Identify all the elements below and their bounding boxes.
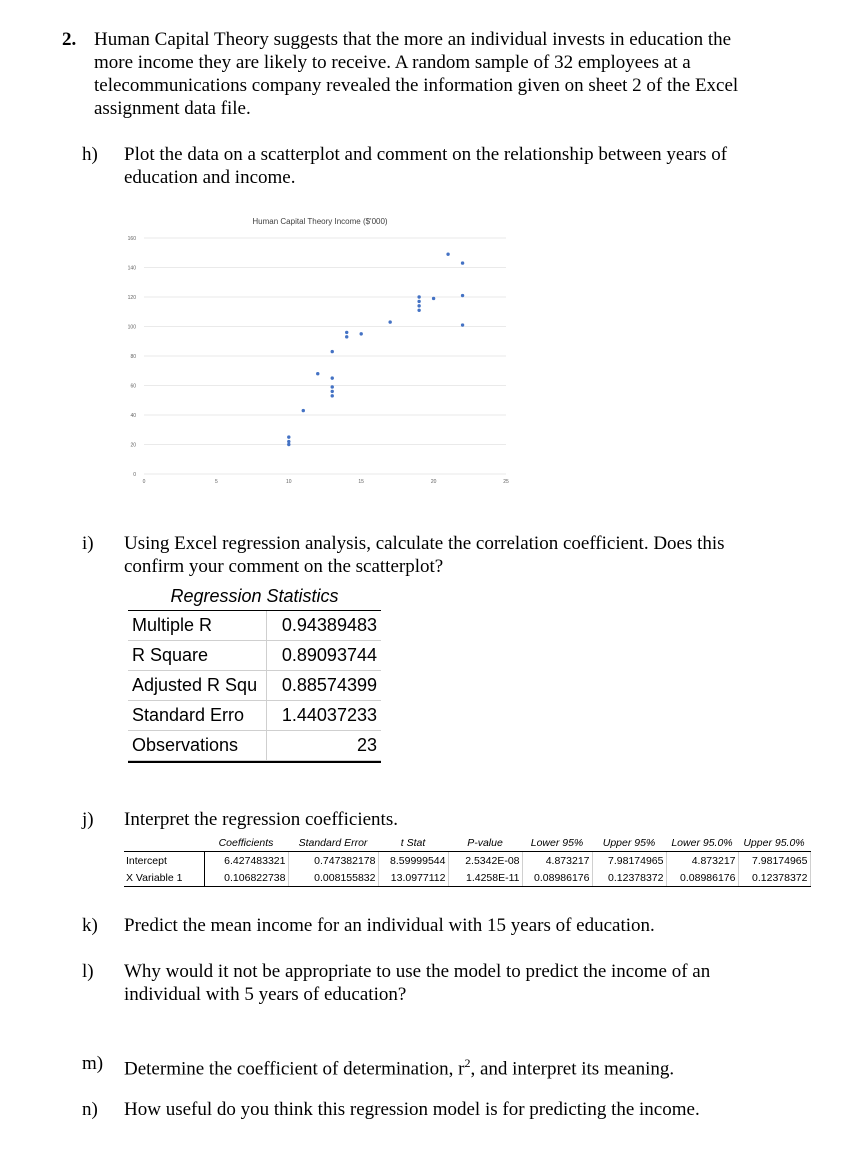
column-header: Upper 95% bbox=[592, 834, 666, 852]
scatter-point bbox=[331, 350, 334, 353]
y-tick-label: 40 bbox=[130, 413, 136, 419]
table-header-row bbox=[124, 834, 810, 852]
table-cell: 4.873217 bbox=[522, 852, 592, 870]
part-m-superscript: 2 bbox=[464, 1056, 471, 1070]
stat-label: Observations bbox=[128, 731, 267, 761]
question-line-1: Human Capital Theory suggests that the more an individual invests in education the bbox=[94, 29, 732, 50]
scatter-point bbox=[417, 304, 420, 307]
part-m-text-before: Determine the coefficient of determination, r bbox=[124, 1058, 465, 1080]
stat-label: Standard Erro bbox=[128, 701, 267, 731]
scatter-point bbox=[316, 372, 319, 375]
scatter-point bbox=[345, 335, 348, 338]
table-cell: 6.427483321 bbox=[204, 852, 288, 870]
scatter-point bbox=[287, 435, 290, 438]
column-header: t Stat bbox=[378, 834, 448, 852]
stat-value: 23 bbox=[267, 731, 382, 761]
scatter-point bbox=[345, 331, 348, 334]
column-header: Lower 95% bbox=[522, 834, 592, 852]
table-cell: 7.98174965 bbox=[738, 852, 810, 870]
y-tick-label: 160 bbox=[127, 236, 136, 242]
column-header: Lower 95.0% bbox=[666, 834, 738, 852]
table-cell: 8.59999544 bbox=[378, 852, 448, 870]
table-row bbox=[128, 671, 381, 701]
question-line-3: telecommunications company revealed the information given on sheet 2 of the Excel bbox=[94, 75, 739, 96]
part-k-label: k) bbox=[82, 915, 98, 936]
chart-gridlines bbox=[144, 238, 506, 474]
scatter-point bbox=[287, 440, 290, 443]
table-cell: 0.106822738 bbox=[204, 869, 288, 887]
y-tick-label: 20 bbox=[130, 442, 136, 449]
x-tick-label: 0 bbox=[142, 479, 146, 485]
part-h-line-2: education and income. bbox=[124, 167, 296, 188]
table-row bbox=[128, 731, 381, 761]
part-m-line-1 bbox=[124, 1052, 674, 1080]
chart-title: Human Capital Theory Income ($'000) bbox=[252, 217, 388, 226]
part-j-line-1: Interpret the regression coefficients. bbox=[124, 809, 398, 830]
part-l bbox=[82, 960, 842, 1008]
stat-label: R Square bbox=[128, 641, 267, 671]
question-line-4: assignment data file. bbox=[94, 98, 251, 119]
x-tick-label: 15 bbox=[358, 479, 364, 485]
table-cell: 0.747382178 bbox=[288, 852, 378, 870]
row-label: Intercept bbox=[124, 852, 204, 870]
scatter-point bbox=[461, 323, 464, 326]
regression-statistics-table bbox=[128, 582, 381, 763]
chart-points bbox=[287, 253, 464, 447]
table-cell: 2.5342E-08 bbox=[448, 852, 522, 870]
x-tick-label: 25 bbox=[503, 479, 509, 485]
scatter-point bbox=[360, 332, 363, 335]
table-cell: 7.98174965 bbox=[592, 852, 666, 870]
stat-value: 0.94389483 bbox=[267, 611, 382, 641]
scatter-point bbox=[331, 385, 334, 388]
table-cell: 4.873217 bbox=[666, 852, 738, 870]
table-cell: 13.0977112 bbox=[378, 869, 448, 887]
scatter-point bbox=[461, 294, 464, 297]
part-l-label: l) bbox=[82, 961, 94, 982]
y-tick-label: 80 bbox=[130, 354, 136, 360]
column-header bbox=[124, 834, 204, 852]
part-i bbox=[82, 532, 842, 582]
part-h bbox=[82, 143, 842, 193]
part-i-line-2: confirm your comment on the scatterplot? bbox=[124, 556, 444, 577]
scatter-chart bbox=[110, 210, 530, 500]
regression-statistics-title: Regression Statistics bbox=[128, 582, 381, 611]
scatter-point bbox=[432, 297, 435, 300]
chart-x-ticks bbox=[143, 479, 509, 485]
scatter-point bbox=[331, 376, 334, 379]
chart-y-ticks bbox=[128, 236, 137, 478]
question-number: 2. bbox=[62, 29, 77, 50]
scatter-point bbox=[331, 390, 334, 393]
part-i-line-1: Using Excel regression analysis, calculate the correlation coefficient. Does this bbox=[124, 533, 725, 554]
question-line-2: more income they are likely to receive. A random sample of 32 employees at a bbox=[94, 52, 691, 73]
column-header: P-value bbox=[448, 834, 522, 852]
part-l-line-1: Why would it not be appropriate to use the model to predict the income of an bbox=[124, 961, 711, 982]
table-cell: 0.12378372 bbox=[738, 869, 810, 887]
part-n bbox=[82, 1098, 842, 1122]
scatter-point bbox=[388, 320, 391, 323]
table-cell: 1.4258E-11 bbox=[448, 869, 522, 887]
stat-label: Adjusted R Squ bbox=[128, 671, 267, 701]
table-row bbox=[128, 701, 381, 731]
stat-value: 0.89093744 bbox=[267, 641, 382, 671]
y-tick-label: 140 bbox=[127, 265, 136, 272]
table-cell: 0.12378372 bbox=[592, 869, 666, 887]
part-j-label: j) bbox=[82, 809, 94, 830]
scatter-point bbox=[461, 261, 464, 264]
table-cell: 0.008155832 bbox=[288, 869, 378, 887]
table-row bbox=[124, 852, 810, 870]
part-m-label: m) bbox=[82, 1053, 104, 1074]
scatter-point bbox=[331, 394, 334, 397]
column-header: Coefficients bbox=[204, 834, 288, 852]
coefficients-table bbox=[124, 834, 811, 887]
part-h-line-1: Plot the data on a scatterplot and comment on the relationship between years of bbox=[124, 144, 728, 165]
part-m-text-after: , and interpret its meaning. bbox=[470, 1058, 675, 1080]
table-bottom-rule bbox=[128, 761, 381, 763]
scatter-point bbox=[417, 295, 420, 298]
y-tick-label: 120 bbox=[127, 295, 136, 301]
row-label: X Variable 1 bbox=[124, 869, 204, 887]
table-row bbox=[128, 641, 381, 671]
table-cell: 0.08986176 bbox=[522, 869, 592, 887]
table-row bbox=[128, 611, 381, 641]
scatter-point bbox=[417, 300, 420, 303]
scatter-point bbox=[287, 443, 290, 446]
part-h-label: h) bbox=[82, 144, 98, 165]
column-header: Standard Error bbox=[288, 834, 378, 852]
part-n-label: n) bbox=[82, 1099, 98, 1120]
column-header: Upper 95.0% bbox=[738, 834, 810, 852]
part-i-label: i) bbox=[82, 533, 94, 554]
scatter-point bbox=[302, 409, 305, 412]
stat-value: 1.44037233 bbox=[267, 701, 382, 731]
part-l-line-2: individual with 5 years of education? bbox=[124, 984, 407, 1005]
x-tick-label: 5 bbox=[215, 479, 218, 485]
part-k bbox=[82, 914, 842, 938]
scatter-point bbox=[417, 309, 420, 312]
y-tick-label: 100 bbox=[127, 324, 136, 331]
table-row bbox=[124, 869, 810, 887]
x-tick-label: 20 bbox=[430, 479, 437, 485]
part-k-line-1: Predict the mean income for an individual with 15 years of education. bbox=[124, 915, 655, 936]
part-m bbox=[82, 1052, 842, 1080]
y-tick-label: 0 bbox=[133, 472, 136, 478]
y-tick-label: 60 bbox=[130, 383, 136, 390]
part-n-line-1: How useful do you think this regression model is for predicting the income. bbox=[124, 1099, 700, 1120]
stat-label: Multiple R bbox=[128, 611, 267, 641]
stat-value: 0.88574399 bbox=[267, 671, 382, 701]
part-j bbox=[82, 808, 842, 832]
table-cell: 0.08986176 bbox=[666, 869, 738, 887]
x-tick-label: 10 bbox=[286, 479, 292, 485]
scatter-point bbox=[446, 253, 449, 256]
